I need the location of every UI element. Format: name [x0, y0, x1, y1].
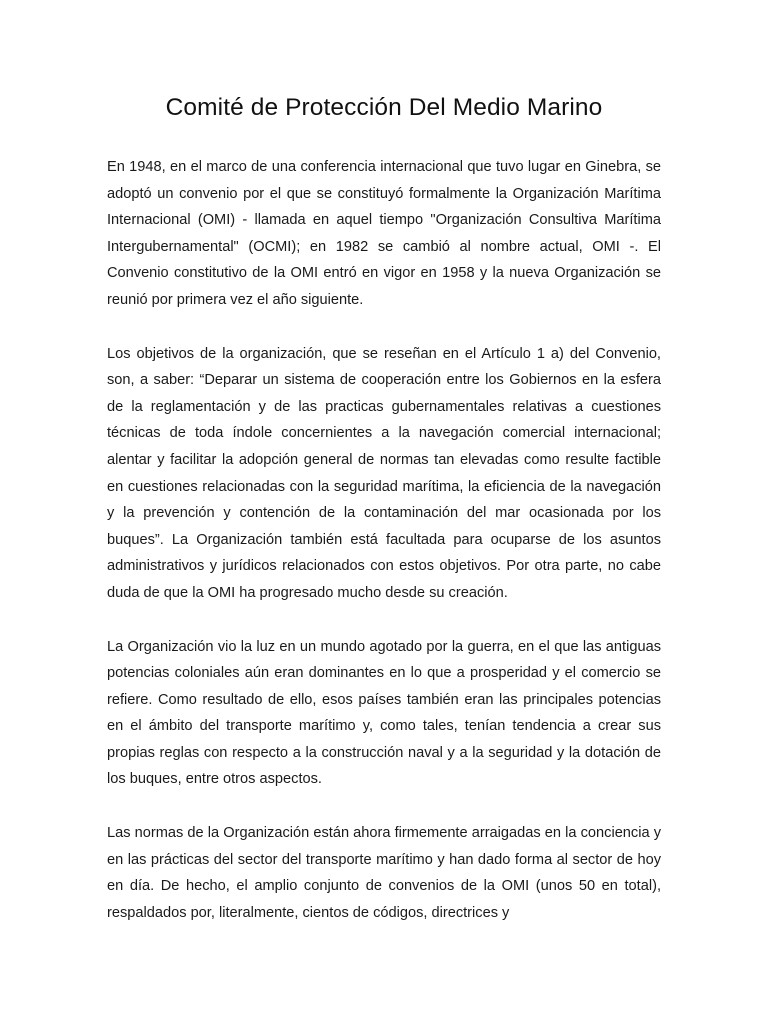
- paragraph-founding: En 1948, en el marco de una conferencia internacional que tuvo lugar en Ginebra, se adoptó un convenio por el que se constituyó formalmente la Organización Marítima Internacional (OMI) - llamada en aquel tiempo "Organización Consultiva Marítima Intergubernamental" (OCMI); en 1982 se cambió al nombre actual, OMI -. El Convenio constitutivo de la OMI entró en vigor en 1958 y la nueva Organización se reunió por primera vez el año siguiente.: [107, 159, 661, 308]
- document-title: Comité de Protección Del Medio Marino: [165, 94, 603, 121]
- paragraph-postwar-context: La Organización vio la luz en un mundo agotado por la guerra, en el que las antiguas potencias coloniales aún eran dominantes en lo que a prosperidad y el comercio se refiere. Como resultado de ello, esos países también eran las principales potencias en el ámbito del transporte marítimo y, como tales, tenían tendencia a crear sus propias reglas con respecto a la construcción naval y a la seguridad y la dotación de los buques, entre otros aspectos.: [107, 638, 661, 788]
- paragraph-objectives: Los objetivos de la organización, que se reseñan en el Artículo 1 a) del Convenio, son, a saber: “Deparar un sistema de cooperación entre los Gobiernos en la esfera de la reglamentación y de las practicas gubernamentales relativas a cuestiones técnicas de toda índole concernientes a la navegación comercial internacional; alentar y facilitar la adopción general de normas tan elevadas como resulte factible en cuestiones relacionadas con la seguridad marítima, la eficiencia de la navegación y la prevención y contención de la contaminación del mar ocasionada por los buques”. La Organización también está facultada para ocuparse de los asuntos administrativos y jurídicos relacionados con estos objetivos. Por otra parte, no cabe duda de que la OMI ha progresado mucho desde su creación.: [107, 345, 661, 601]
- document-body: [107, 154, 661, 926]
- paragraph-current-norms: Las normas de la Organización están ahora firmemente arraigadas en la conciencia y en las prácticas del sector del transporte marítimo y han dado forma al sector de hoy en día. De hecho, el amplio conjunto de convenios de la OMI (unos 50 en total), respaldados por, literalmente, cientos de códigos, directrices y: [107, 825, 661, 921]
